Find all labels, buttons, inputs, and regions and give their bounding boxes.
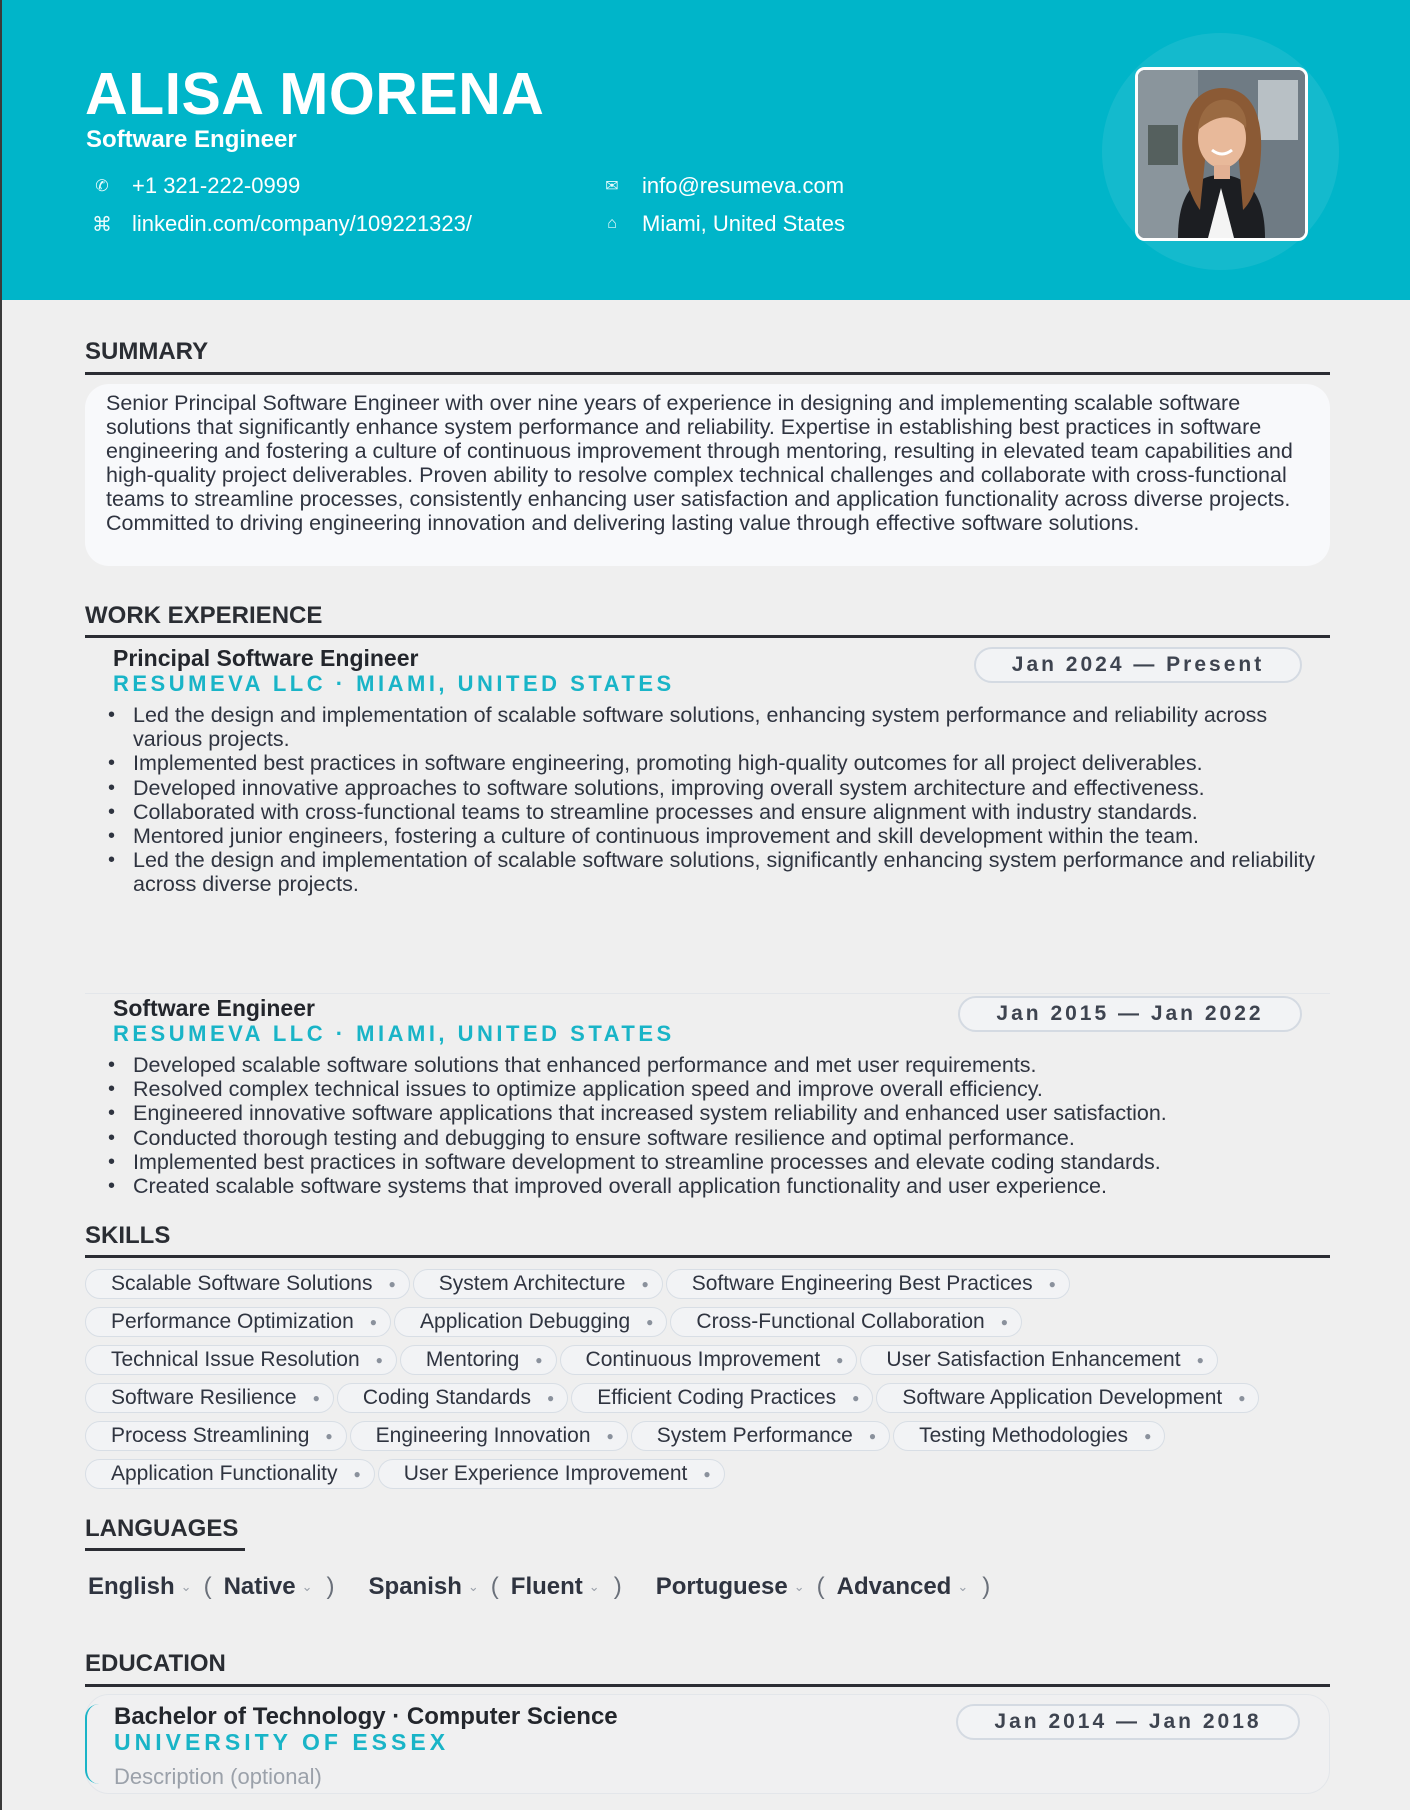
bullet-item[interactable]: • Implemented best practices in software engineering, promoting high-quality outcomes for all project deliverables. <box>108 751 1338 775</box>
contact-location[interactable] <box>600 211 845 237</box>
skill-label: System Performance <box>656 1424 853 1447</box>
skill-chip[interactable] <box>670 1307 1022 1337</box>
skill-chip[interactable] <box>378 1459 725 1489</box>
language-name: Portuguese <box>655 1573 788 1600</box>
contact-linkedin[interactable] <box>90 211 472 237</box>
skill-chip[interactable] <box>85 1307 391 1337</box>
bullet-item[interactable]: • Mentored junior engineers, fostering a culture of continuous improvement and skill development within the team. <box>108 824 1338 848</box>
dot-icon: ● <box>836 1353 844 1367</box>
skill-label: Testing Methodologies <box>919 1424 1129 1447</box>
skill-chip[interactable] <box>860 1345 1217 1375</box>
education-accent <box>85 1704 101 1784</box>
skill-chip[interactable] <box>631 1421 890 1451</box>
language-item[interactable] <box>656 1573 991 1601</box>
chevron-down-icon[interactable]: ⌄ <box>180 1579 192 1594</box>
language-level: Native <box>223 1573 296 1600</box>
skill-chip[interactable] <box>350 1421 628 1451</box>
skill-chip[interactable] <box>337 1383 568 1413</box>
bullet-item[interactable]: • Led the design and implementation of scalable software solutions, significantly enhancing system performance and reliability across diverse projects. <box>108 848 1338 896</box>
skill-chip[interactable] <box>394 1307 667 1337</box>
bullet-item[interactable]: • Developed innovative approaches to software solutions, improving overall system architecture and effectiveness. <box>108 776 1338 800</box>
skill-chip[interactable] <box>560 1345 858 1375</box>
dot-icon: ● <box>535 1353 543 1367</box>
skill-row <box>85 1303 1345 1341</box>
job-dates[interactable]: Jan 2015 — Jan 2022 <box>958 996 1302 1032</box>
language-name: Spanish <box>368 1573 462 1600</box>
dot-icon: ● <box>325 1429 333 1443</box>
skill-label: Continuous Improvement <box>585 1348 821 1371</box>
candidate-name[interactable]: ALISA MORENA <box>85 61 545 127</box>
skill-row <box>85 1379 1345 1417</box>
chevron-down-icon[interactable]: ⌄ <box>301 1579 313 1594</box>
education-degree[interactable]: Bachelor of Technology · Computer Science <box>114 1703 618 1730</box>
dot-icon: ● <box>852 1391 860 1405</box>
languages-list <box>88 1573 1024 1601</box>
bullet-item[interactable]: • Developed scalable software solutions that enhanced performance and met user requirements. <box>108 1053 1388 1077</box>
job-company[interactable]: RESUMEVA LLC · MIAMI, UNITED STATES <box>113 1021 675 1046</box>
skill-label: Technical Issue Resolution <box>111 1348 360 1371</box>
skill-row <box>85 1265 1345 1303</box>
skill-label: Mentoring <box>425 1348 520 1371</box>
dot-icon: ● <box>868 1429 877 1443</box>
paren-open: ( <box>816 1573 825 1600</box>
paren-close: ) <box>613 1573 622 1600</box>
phone-text: +1 321-222-0999 <box>132 173 301 198</box>
summary-rule <box>85 372 1330 375</box>
dot-icon: ● <box>353 1467 361 1481</box>
skills-rule <box>85 1255 1330 1258</box>
skill-label: Application Functionality <box>111 1462 338 1485</box>
linkedin-text: linkedin.com/company/109221323/ <box>132 211 473 236</box>
bullet-item[interactable]: • Engineered innovative software applications that increased system reliability and enhanced user satisfaction. <box>108 1101 1388 1125</box>
skill-chip[interactable] <box>876 1383 1259 1413</box>
paren-close: ) <box>982 1573 991 1600</box>
skill-chip[interactable] <box>666 1269 1070 1299</box>
dot-icon: ● <box>546 1391 555 1405</box>
bullet-item[interactable]: • Created scalable software systems that improved overall application functionality and user experience. <box>108 1174 1388 1198</box>
home-icon: ⌂ <box>607 215 617 232</box>
bullet-item[interactable]: • Collaborated with cross-functional teams to streamline processes and ensure alignment with industry standards. <box>108 800 1338 824</box>
skill-label: Efficient Coding Practices <box>597 1386 837 1409</box>
profile-photo[interactable] <box>1135 67 1308 241</box>
job-bullets <box>108 1053 1388 1198</box>
education-rule <box>85 1684 1330 1687</box>
candidate-role[interactable]: Software Engineer <box>86 126 297 153</box>
experience-title: WORK EXPERIENCE <box>85 602 323 629</box>
language-level: Fluent <box>510 1573 583 1600</box>
dot-icon: ● <box>312 1391 320 1405</box>
job-title[interactable]: Principal Software Engineer <box>113 645 419 671</box>
phone-icon: ✆ <box>95 178 109 195</box>
dot-icon: ● <box>1144 1429 1152 1443</box>
job-title[interactable]: Software Engineer <box>113 995 315 1021</box>
skill-label: User Satisfaction Enhancement <box>886 1348 1181 1371</box>
skill-label: User Experience Improvement <box>403 1462 688 1485</box>
skill-chip[interactable] <box>85 1383 334 1413</box>
skill-label: Cross-Functional Collaboration <box>696 1310 985 1333</box>
resume-header <box>2 0 1410 300</box>
chevron-down-icon[interactable]: ⌄ <box>793 1579 805 1594</box>
skill-row <box>85 1417 1345 1455</box>
education-title: EDUCATION <box>85 1650 226 1677</box>
skill-label: Application Debugging <box>420 1310 631 1333</box>
experience-rule <box>85 635 1330 638</box>
dot-icon: ● <box>1238 1391 1246 1405</box>
job-company[interactable]: RESUMEVA LLC · MIAMI, UNITED STATES <box>113 671 675 696</box>
education-description[interactable]: Description (optional) <box>114 1764 322 1789</box>
bullet-item[interactable]: • Implemented best practices in software development to streamline processes and elevate coding standards. <box>108 1150 1388 1174</box>
skill-label: Software Application Development <box>902 1386 1223 1409</box>
skill-row <box>85 1455 1345 1493</box>
dot-icon: ● <box>375 1353 383 1367</box>
skill-chip[interactable] <box>893 1421 1165 1451</box>
location-text: Miami, United States <box>642 211 845 236</box>
language-item[interactable] <box>369 1573 622 1601</box>
portrait-illustration <box>1138 70 1305 238</box>
chevron-down-icon[interactable]: ⌄ <box>588 1579 600 1594</box>
summary-title: SUMMARY <box>85 338 209 365</box>
skill-label: Software Engineering Best Practices <box>691 1272 1033 1295</box>
languages-title: LANGUAGES <box>85 1515 239 1542</box>
bullet-item[interactable]: • Resolved complex technical issues to optimize application speed and improve overall efficiency. <box>108 1077 1388 1101</box>
language-level: Advanced <box>836 1573 952 1600</box>
skill-label: Scalable Software Solutions <box>111 1272 373 1295</box>
mail-icon: ✉ <box>605 178 619 195</box>
skill-label: Software Resilience <box>111 1386 297 1409</box>
chevron-down-icon[interactable]: ⌄ <box>467 1579 479 1594</box>
dot-icon: ● <box>641 1277 649 1291</box>
dot-icon: ● <box>388 1277 396 1291</box>
summary-text[interactable]: Senior Principal Software Engineer with over nine years of experience in designing and implementing scalable software solutions that significantly enhance system performance and reliability. Expertise in establishing best practices in software engineering and fostering a culture of continuous improvement through mentoring, resulting in elevated team capabilities and high-quality project deliverables. Proven ability to resolve complex technical challenges and collaborate with cross-functional teams to streamline processes, consistently enhancing user satisfaction and application functionality across diverse projects. Committed to driving engineering innovation and delivering lasting value through effective software solutions. <box>106 391 1293 535</box>
dot-icon: ● <box>606 1429 614 1443</box>
skill-chip[interactable] <box>413 1269 663 1299</box>
job-separator <box>85 993 1330 994</box>
dot-icon: ● <box>646 1315 654 1329</box>
skill-chip[interactable] <box>85 1421 347 1451</box>
skill-row <box>85 1341 1345 1379</box>
skill-chip[interactable] <box>85 1459 375 1489</box>
language-item[interactable] <box>88 1573 335 1601</box>
skill-label: Coding Standards <box>362 1386 531 1409</box>
skills-list <box>85 1265 1345 1493</box>
email-text: info@resumeva.com <box>642 173 845 198</box>
dot-icon: ● <box>703 1467 711 1481</box>
dot-icon: ● <box>1000 1315 1008 1329</box>
bullet-item[interactable]: • Led the design and implementation of scalable software solutions, enhancing system performance and reliability across various projects. <box>108 703 1338 751</box>
dot-icon: ● <box>369 1315 378 1329</box>
skill-chip[interactable] <box>400 1345 557 1375</box>
paren-open: ( <box>490 1573 499 1600</box>
dot-icon: ● <box>1048 1277 1056 1291</box>
skill-label: System Architecture <box>438 1272 626 1295</box>
contact-phone[interactable] <box>90 173 300 199</box>
skill-chip[interactable] <box>571 1383 873 1413</box>
education-school[interactable]: UNIVERSITY OF ESSEX <box>114 1729 450 1755</box>
education-dates[interactable]: Jan 2014 — Jan 2018 <box>956 1704 1300 1740</box>
dot-icon: ● <box>1196 1353 1204 1367</box>
link-icon: ⌘ <box>92 213 112 236</box>
language-name: English <box>88 1573 175 1600</box>
skill-chip[interactable] <box>85 1269 410 1299</box>
bullet-item[interactable]: • Conducted thorough testing and debugging to ensure software resilience and optimal performance. <box>108 1126 1388 1150</box>
job-dates[interactable]: Jan 2024 — Present <box>974 647 1302 683</box>
paren-open: ( <box>203 1573 212 1600</box>
languages-rule <box>85 1548 245 1551</box>
chevron-down-icon[interactable]: ⌄ <box>957 1579 969 1594</box>
paren-close: ) <box>326 1573 335 1600</box>
contact-email[interactable] <box>600 173 844 199</box>
skills-title: SKILLS <box>85 1222 171 1249</box>
skill-label: Engineering Innovation <box>375 1424 591 1447</box>
skill-label: Process Streamlining <box>111 1424 310 1447</box>
skill-label: Performance Optimization <box>111 1310 354 1333</box>
job-bullets <box>108 703 1338 897</box>
skill-chip[interactable] <box>85 1345 397 1375</box>
